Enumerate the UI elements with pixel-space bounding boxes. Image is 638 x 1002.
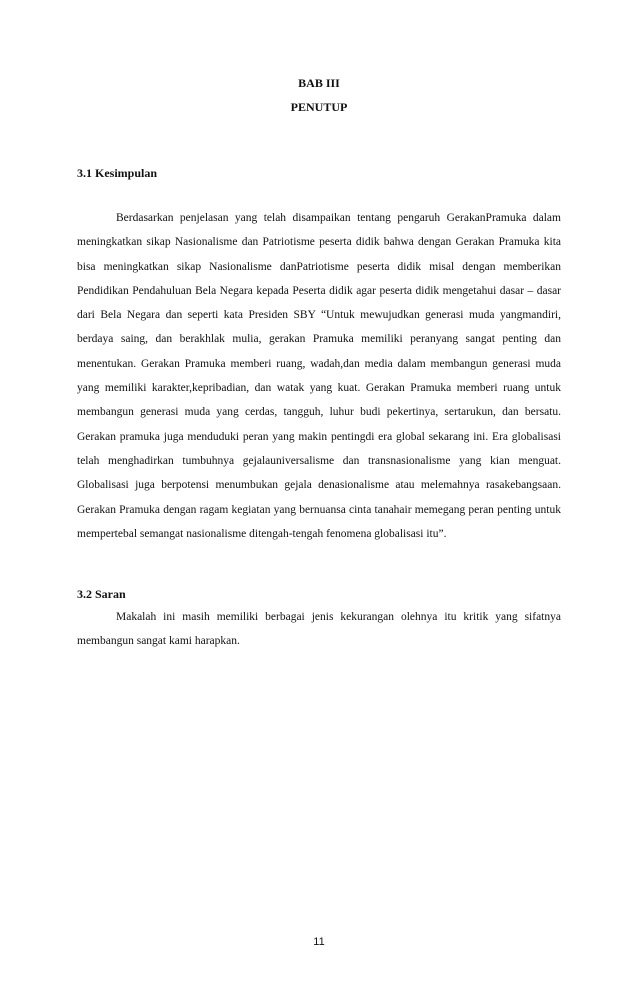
page-number: 11 bbox=[313, 936, 325, 948]
chapter-title: PENUTUP bbox=[290, 100, 348, 114]
section-heading-saran: 3.2 Saran bbox=[77, 587, 126, 601]
section-body-saran: Makalah ini masih memiliki berbagai jenis kekurangan olehnya itu kritik yang sifatnya membangun sangat kami harapkan. bbox=[77, 611, 561, 648]
section-body-kesimpulan: Berdasarkan penjelasan yang telah disampaikan tentang pengaruh GerakanPramuka dalam meningkatkan sikap Nasionalisme dan Patriotisme peserta didik bahwa dengan Gerakan Pramuka kita bisa meningkatkan sikap Nasionalisme danPatriotisme peserta didik misal dengan memberikan Pendidikan Pendahuluan Bela Negara kepada Peserta didik agar peserta didik mengetahui dasar – dasar dari Bela Negara dan seperti kata Presiden SBY “Untuk mewujudkan generasi muda yangmandiri, berdaya saing, dan berakhlak mulia, gerakan Pramuka memiliki peranyang sangat penting dan menentukan. Gerakan Pramuka memberi ruang, wadah,dan media dalam membangun generasi muda yang memiliki karakter,kepribadian, dan watak yang kuat. Gerakan Pramuka memberi ruang untuk membangun generasi muda yang cerdas, tangguh, luhur budi pekertinya, sertarukun, dan bersatu. Gerakan pramuka juga menduduki peran yang makin pentingdi era global sekarang ini. Era globalisasi telah menghadirkan tumbuhnya gejalauniversalisme dan transnasionalisme yang kian menguat. Globalisasi juga berpotensi menumbukan gejala denasionalisme atau melemahnya rasakebangsaan. Gerakan Pramuka dengan ragam kegiatan yang bernuansa cinta tanahair memegang peran penting untuk mempertebal semangat nasionalisme ditengah-tengah fenomena globalisasi itu”. bbox=[77, 212, 561, 540]
section-heading-kesimpulan: 3.1 Kesimpulan bbox=[77, 166, 158, 180]
chapter-number: BAB III bbox=[298, 76, 340, 90]
